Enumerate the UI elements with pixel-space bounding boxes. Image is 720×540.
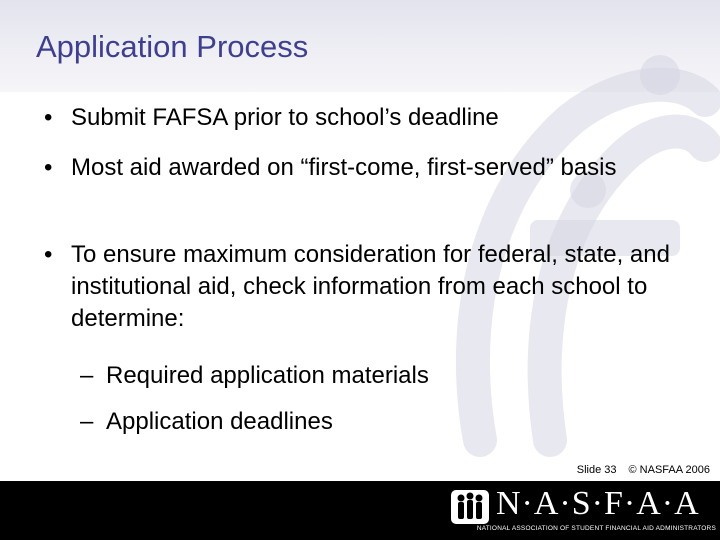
nasfaa-logo <box>450 487 718 537</box>
logo-tagline: NATIONAL ASSOCIATION OF STUDENT FINANCIAL AID ADMINISTRATORS <box>476 525 716 532</box>
logo-wordmark: N·A·S·F·A·A <box>496 485 700 522</box>
bullet-text: Submit FAFSA prior to school’s deadline <box>71 104 499 131</box>
slide-title: Application Process <box>36 29 309 64</box>
people-figures-icon <box>450 489 490 525</box>
copyright: © NASFAA 2006 <box>628 464 710 476</box>
bullet-text: To ensure maximum consideration for federal, state, and institutional aid, check information from each school to determine: <box>71 241 670 332</box>
slide-number: Slide 33 <box>576 464 617 476</box>
sub-bullet-marker: – <box>80 408 94 435</box>
bullet-marker: • <box>44 154 53 181</box>
bullet-text: Most aid awarded on “first-come, first-served” basis <box>71 154 617 181</box>
bullet-marker: • <box>44 104 53 131</box>
bottom-bar <box>0 481 720 540</box>
sub-bullet-marker: – <box>80 362 94 389</box>
bullet-marker: • <box>44 241 53 268</box>
sub-bullet-text: Required application materials <box>106 362 429 389</box>
sub-bullet-text: Application deadlines <box>106 408 333 435</box>
slide-footer <box>577 464 710 476</box>
